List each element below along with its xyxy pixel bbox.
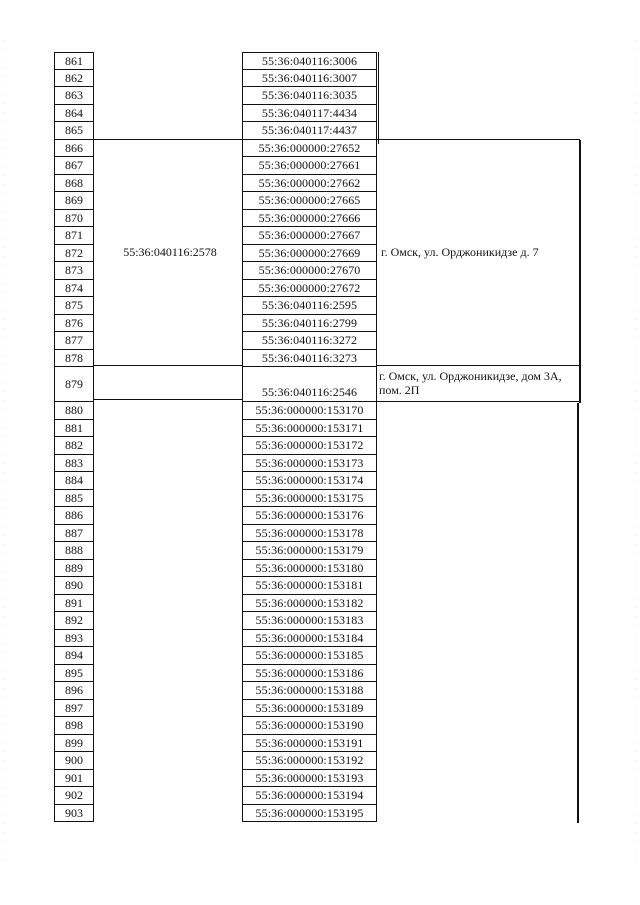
cadastral-number: 55:36:000000:153170 (242, 402, 377, 420)
table-line (378, 52, 379, 144)
table-row (0, 630, 640, 648)
cadastral-number: 55:36:000000:153188 (242, 682, 377, 700)
cadastral-number: 55:36:040117:4437 (242, 122, 377, 140)
table-row (0, 647, 640, 665)
cadastral-number: 55:36:040116:3006 (242, 52, 377, 70)
address-text: г. Омск, ул. Орджоникидзе, дом 3А, пом. 2П (379, 369, 562, 397)
table-line (377, 365, 580, 366)
table-row (0, 455, 640, 473)
table-row (0, 70, 640, 88)
table-row (0, 157, 640, 175)
cadastral-number: 55:36:000000:153172 (242, 437, 377, 455)
row-number: 870 (54, 210, 94, 228)
table-row (0, 682, 640, 700)
row-number: 868 (54, 175, 94, 193)
table-row (0, 52, 640, 70)
cadastral-number: 55:36:000000:153193 (242, 770, 377, 788)
table-row (0, 437, 640, 455)
row-number: 884 (54, 472, 94, 490)
cadastral-number: 55:36:000000:153195 (242, 805, 377, 823)
row-number: 880 (54, 402, 94, 420)
row-number: 896 (54, 682, 94, 700)
cadastral-number: 55:36:040116:2595 (242, 297, 377, 315)
table-row (0, 332, 640, 350)
cadastral-number: 55:36:000000:153174 (242, 472, 377, 490)
cadastral-number: 55:36:000000:27670 (242, 262, 377, 280)
table-row (0, 420, 640, 438)
row-number: 895 (54, 665, 94, 683)
row-number: 872 (54, 245, 94, 263)
cadastral-number: 55:36:000000:153180 (242, 560, 377, 578)
row-number: 878 (54, 350, 94, 368)
address-cell-1 (381, 244, 581, 260)
cadastral-number: 55:36:000000:27666 (242, 210, 377, 228)
table-line (94, 399, 242, 400)
table-row (0, 735, 640, 753)
row-number: 893 (54, 630, 94, 648)
row-number: 881 (54, 420, 94, 438)
row-number: 879 (54, 367, 94, 402)
table-line (94, 365, 242, 366)
cadastral-number: 55:36:040117:4434 (242, 105, 377, 123)
cadastral-number: 55:36:040116:2546 (242, 367, 377, 402)
row-number: 877 (54, 332, 94, 350)
building-number: 55:36:040116:2578 (123, 245, 217, 259)
table-row (0, 210, 640, 228)
table-line (94, 139, 580, 140)
table-row (0, 577, 640, 595)
row-number: 866 (54, 140, 94, 158)
table-row (0, 140, 640, 158)
cadastral-number: 55:36:040116:3007 (242, 70, 377, 88)
table-row (0, 525, 640, 543)
row-number: 861 (54, 52, 94, 70)
table-row (0, 122, 640, 140)
row-number: 885 (54, 490, 94, 508)
row-number: 874 (54, 280, 94, 298)
cadastral-number: 55:36:000000:153173 (242, 455, 377, 473)
cadastral-number: 55:36:000000:27669 (242, 245, 377, 263)
table-row (0, 297, 640, 315)
table-row (0, 770, 640, 788)
row-number: 883 (54, 455, 94, 473)
row-number: 900 (54, 752, 94, 770)
row-number: 890 (54, 577, 94, 595)
table-row (0, 402, 640, 420)
cadastral-number: 55:36:000000:27665 (242, 192, 377, 210)
row-number: 864 (54, 105, 94, 123)
table-line (577, 403, 579, 823)
row-number: 882 (54, 437, 94, 455)
cadastral-number: 55:36:000000:27662 (242, 175, 377, 193)
cadastral-number: 55:36:000000:153190 (242, 717, 377, 735)
row-number: 873 (54, 262, 94, 280)
row-number: 869 (54, 192, 94, 210)
table-row (0, 315, 640, 333)
row-number: 871 (54, 227, 94, 245)
row-number: 894 (54, 647, 94, 665)
table-row (0, 665, 640, 683)
cadastral-number: 55:36:000000:153171 (242, 420, 377, 438)
cadastral-number: 55:36:000000:153186 (242, 665, 377, 683)
address-text: г. Омск, ул. Орджоникидзе д. 7 (381, 245, 539, 259)
table-row (0, 595, 640, 613)
row-number: 902 (54, 787, 94, 805)
table-row (0, 87, 640, 105)
table-row (0, 227, 640, 245)
table-row (0, 105, 640, 123)
cadastral-number: 55:36:000000:153182 (242, 595, 377, 613)
cadastral-number: 55:36:000000:153175 (242, 490, 377, 508)
row-number: 901 (54, 770, 94, 788)
cadastral-number: 55:36:000000:153194 (242, 787, 377, 805)
table-row (0, 560, 640, 578)
row-number: 899 (54, 735, 94, 753)
cadastral-number: 55:36:000000:153176 (242, 507, 377, 525)
row-number: 892 (54, 612, 94, 630)
row-number: 875 (54, 297, 94, 315)
cadastral-number: 55:36:000000:27652 (242, 140, 377, 158)
row-number: 867 (54, 157, 94, 175)
cadastral-number: 55:36:040116:2799 (242, 315, 377, 333)
row-number: 886 (54, 507, 94, 525)
cadastral-number: 55:36:000000:153192 (242, 752, 377, 770)
cadastral-number: 55:36:000000:153185 (242, 647, 377, 665)
table-row (0, 717, 640, 735)
table-row (0, 490, 640, 508)
table-row (0, 280, 640, 298)
table-row (0, 507, 640, 525)
row-number: 889 (54, 560, 94, 578)
table-row (0, 192, 640, 210)
cadastral-number: 55:36:000000:27672 (242, 280, 377, 298)
row-number: 888 (54, 542, 94, 560)
cadastral-number: 55:36:040116:3273 (242, 350, 377, 368)
table-line (377, 401, 580, 402)
table-row (0, 700, 640, 718)
row-number: 863 (54, 87, 94, 105)
cadastral-number: 55:36:040116:3272 (242, 332, 377, 350)
row-number: 903 (54, 805, 94, 823)
row-number: 897 (54, 700, 94, 718)
cadastral-number: 55:36:000000:153189 (242, 700, 377, 718)
building-number-cell (100, 244, 240, 260)
cadastral-number: 55:36:000000:153178 (242, 525, 377, 543)
table-row (0, 612, 640, 630)
cadastral-number: 55:36:000000:153181 (242, 577, 377, 595)
cadastral-number: 55:36:000000:27667 (242, 227, 377, 245)
cadastral-number: 55:36:000000:153179 (242, 542, 377, 560)
address-cell-2 (379, 369, 579, 399)
row-number: 891 (54, 595, 94, 613)
row-number: 876 (54, 315, 94, 333)
table-line (579, 140, 581, 403)
table-row (0, 175, 640, 193)
row-number: 887 (54, 525, 94, 543)
table-row (0, 805, 640, 823)
cadastral-number: 55:36:000000:153183 (242, 612, 377, 630)
row-number: 865 (54, 122, 94, 140)
table-row (0, 787, 640, 805)
table-row (0, 472, 640, 490)
cadastral-number: 55:36:000000:27661 (242, 157, 377, 175)
table-row (0, 262, 640, 280)
cadastral-number: 55:36:000000:153184 (242, 630, 377, 648)
cadastral-number: 55:36:040116:3035 (242, 87, 377, 105)
row-number: 898 (54, 717, 94, 735)
row-number: 862 (54, 70, 94, 88)
table-row (0, 542, 640, 560)
cadastral-number: 55:36:000000:153191 (242, 735, 377, 753)
table-row (0, 752, 640, 770)
